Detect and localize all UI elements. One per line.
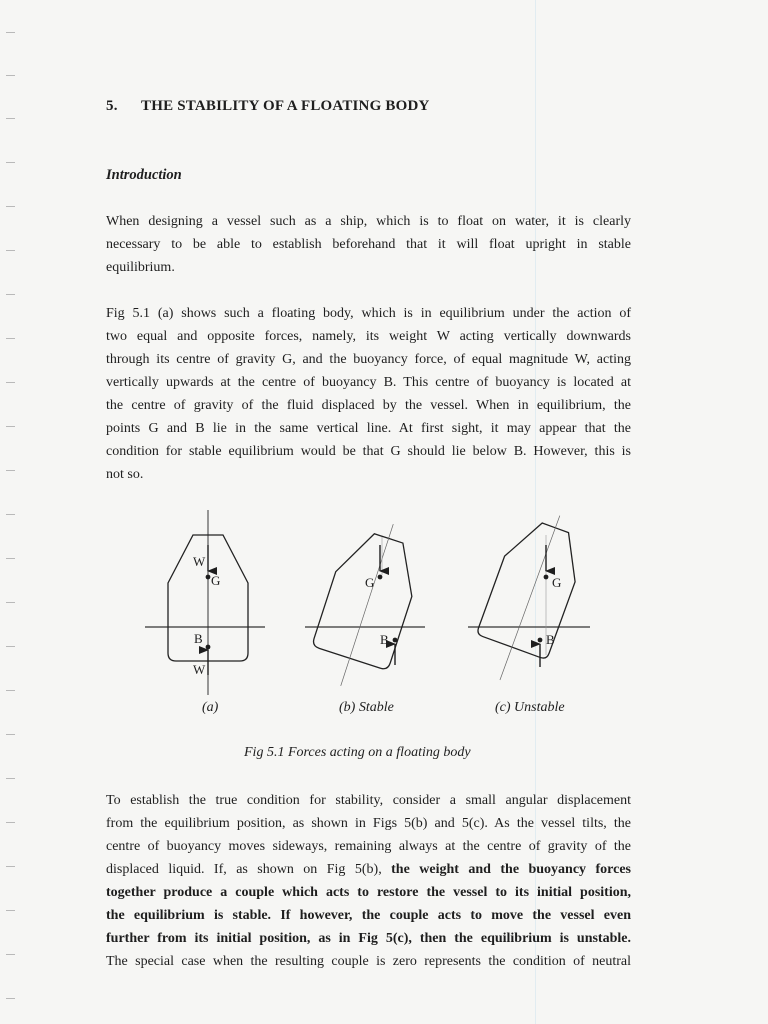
subcaption-b: (b) Stable bbox=[339, 700, 394, 715]
section-title: THE STABILITY OF A FLOATING BODY bbox=[141, 98, 430, 114]
subcaption-a: (a) bbox=[202, 700, 219, 715]
centre-of-gravity-point bbox=[378, 575, 383, 580]
text-line: the centre of gravity of the fluid displaced by the vessel. When in equilibrium, the bbox=[106, 398, 631, 413]
text-line: two equal and opposite forces, namely, its weight W acting vertically downwards bbox=[106, 329, 631, 344]
text-line: condition for stable equilibrium would be that G should lie below B. However, this is bbox=[106, 444, 631, 459]
text-line: centre of buoyancy moves sideways, remaining always at the centre of gravity of the bbox=[106, 839, 631, 854]
section-number: 5. bbox=[106, 98, 118, 114]
figure-diagram bbox=[130, 505, 610, 720]
section-heading bbox=[106, 98, 430, 115]
label-w-bottom: W bbox=[193, 662, 206, 677]
label-w-top: W bbox=[193, 554, 206, 569]
text-run-bold: further from its initial position, as in Fig 5(c), then the equilibrium is unstable. bbox=[106, 931, 631, 946]
text-line-bold bbox=[106, 881, 631, 904]
paragraph-stability bbox=[106, 789, 631, 973]
text-line: from the equilibrium position, as shown in Figs 5(b) and 5(c). As the vessel tilts, the bbox=[106, 816, 631, 831]
centre-of-buoyancy-point bbox=[393, 638, 398, 643]
text-line: points G and B lie in the same vertical line. At first sight, it may appear that the bbox=[106, 421, 631, 436]
centre-of-gravity-point bbox=[544, 575, 549, 580]
label-g: G bbox=[365, 575, 375, 590]
hull-outline bbox=[476, 515, 590, 660]
label-g: G bbox=[552, 575, 562, 590]
text-line: Fig 5.1 (a) shows such a floating body, which is in equilibrium under the action of bbox=[106, 306, 631, 321]
text-line: The special case when the resulting couple is zero represents the condition of neutral bbox=[106, 954, 631, 969]
text-run-bold: the equilibrium is stable. If however, the couple acts to move the vessel even bbox=[106, 908, 631, 923]
diagram-a-upright bbox=[145, 510, 265, 695]
centre-of-buoyancy-point bbox=[538, 638, 543, 643]
diagram-c-unstable bbox=[464, 505, 594, 693]
text-line-bold bbox=[106, 904, 631, 927]
subcaption-c: (c) Unstable bbox=[495, 700, 565, 715]
text-line-bold bbox=[106, 927, 631, 950]
centre-of-gravity-point bbox=[206, 575, 211, 580]
introduction-subheading: Introduction bbox=[106, 167, 182, 183]
label-g: G bbox=[211, 573, 221, 588]
paragraph-equilibrium bbox=[106, 302, 631, 486]
text-run: displaced liquid. If, as shown on Fig 5(b), bbox=[106, 862, 392, 877]
text-line: equilibrium. bbox=[106, 260, 175, 275]
text-line: vertically upwards at the centre of buoyancy B. This centre of buoyancy is located at bbox=[106, 375, 631, 390]
text-run-bold: the weight and the buoyancy forces bbox=[391, 862, 631, 877]
text-line: When designing a vessel such as a ship, which is to float on water, it is clearly bbox=[106, 214, 631, 229]
text-line-mixed bbox=[106, 858, 631, 881]
binding-hole-marks bbox=[6, 20, 18, 1010]
text-line: necessary to be able to establish beforehand that it will float upright in stable bbox=[106, 237, 631, 252]
centre-of-buoyancy-point bbox=[206, 645, 211, 650]
text-line: To establish the true condition for stability, consider a small angular displacement bbox=[106, 793, 631, 808]
hull-centreline bbox=[500, 516, 560, 680]
paragraph-intro bbox=[106, 210, 631, 279]
figure-caption: Fig 5.1 Forces acting on a floating body bbox=[244, 745, 471, 760]
diagram-b-stable bbox=[303, 512, 432, 698]
label-b: B bbox=[546, 632, 555, 647]
hull-centreline bbox=[341, 524, 394, 686]
label-b: B bbox=[194, 631, 203, 646]
text-line: not so. bbox=[106, 467, 144, 482]
text-run-bold: together produce a couple which acts to restore the vessel to its initial position, bbox=[106, 885, 631, 900]
text-line: through its centre of gravity G, and the buoyancy force, of equal magnitude W, acting bbox=[106, 352, 631, 367]
figure-floating-body bbox=[130, 505, 610, 720]
label-b: B bbox=[380, 632, 389, 647]
